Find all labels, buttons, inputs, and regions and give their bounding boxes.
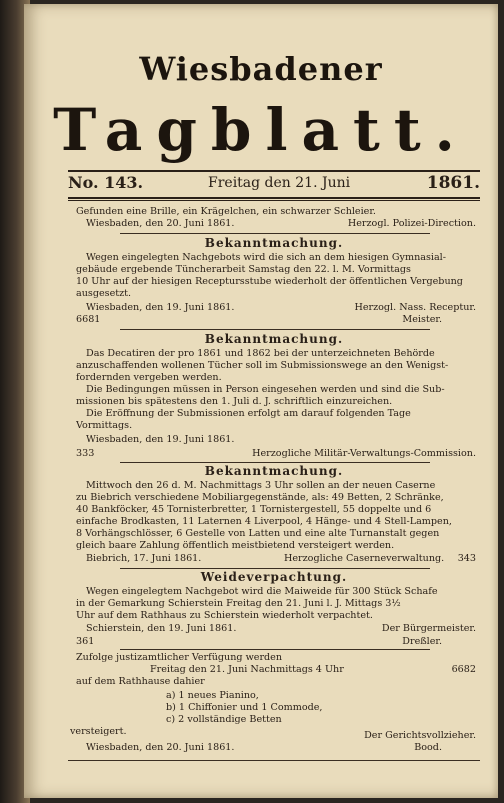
notice1-line: gebäude ergebende Tüncherarbeit Samstag den 22. l. M. Vormittags <box>76 264 411 275</box>
issue-number: No. 143. <box>68 173 144 192</box>
notice5-place: Wiesbaden, den 20. Juni 1861. <box>86 742 235 753</box>
issue-year: 1861. <box>426 173 480 193</box>
separator <box>120 233 430 234</box>
notice2-line: fordernden vergeben werden. <box>76 372 222 383</box>
notice5-signature: Der Gerichtsvollzieher. <box>364 730 476 741</box>
notice1-number: 6681 <box>76 314 101 325</box>
notice5-line: Zufolge justizamtlicher Verfügung werden <box>76 652 283 663</box>
issue-date: Freitag den 21. Juni <box>208 175 351 191</box>
masthead-rule-top <box>68 170 480 172</box>
notice2-number: 333 <box>76 448 95 459</box>
notice1-line: Wegen eingelegten Nachgebots wird die sich an dem hiesigen Gymnasial- <box>86 252 446 263</box>
separator <box>120 649 430 650</box>
notice2-line: Vormittags. <box>76 420 133 431</box>
notice2-place: Wiesbaden, den 19. Juni 1861. <box>86 434 235 445</box>
notice3-line: gleich baare Zahlung öffentlich meistbietend versteigert werden. <box>76 540 395 551</box>
notice5-line: Freitag den 21. Juni Nachmittags 4 Uhr <box>150 664 344 675</box>
notice2-line: Die Eröffnung der Submissionen erfolgt am darauf folgenden Tage <box>86 408 411 419</box>
notice5-line: versteigert. <box>70 726 127 737</box>
notice1-place: Wiesbaden, den 19. Juni 1861. <box>86 302 235 313</box>
notice1-signature-name: Meister. <box>402 314 442 325</box>
notice4-signature-name: Dreßler. <box>402 636 442 647</box>
notice1-signature: Herzogl. Nass. Receptur. <box>354 302 476 313</box>
notice2-line: Das Decatiren der pro 1861 und 1862 bei der unterzeichneten Behörde <box>86 348 435 359</box>
notice5-signature-name: Bood. <box>414 742 442 753</box>
notice4-title: Weideverpachtung. <box>200 570 348 584</box>
separator <box>68 760 480 761</box>
masthead-rule-bottom <box>68 197 480 199</box>
separator <box>120 462 430 463</box>
notice3-line: zu Biebrich verschiedene Mobiliargegenstände, als: 49 Betten, 2 Schränke, <box>76 492 444 503</box>
notice2-line: anzuschaffenden wollenen Tücher soll im Submissionswege an den Wenigst- <box>76 360 449 371</box>
notice5-item: b) 1 Chiffonier und 1 Commode, <box>166 702 323 713</box>
newspaper-page <box>24 4 498 798</box>
separator <box>120 568 430 569</box>
notice1-line: 10 Uhr auf der hiesigen Receptursstube wiederholt der öffentlichen Vergebung <box>76 276 463 287</box>
masthead-title: Tagblatt. <box>53 96 469 164</box>
notice1-line: ausgesetzt. <box>76 288 132 299</box>
notice0-place: Wiesbaden, den 20. Juni 1861. <box>86 218 235 229</box>
separator <box>120 329 430 330</box>
notice3-line: Mittwoch den 26 d. M. Nachmittags 3 Uhr sollen an der neuen Caserne <box>86 480 436 491</box>
notice5-number: 6682 <box>451 664 476 675</box>
notice2-line: missionen bis spätestens den 1. Juli d. J. schriftlich einzureichen. <box>76 396 393 407</box>
notice4-number: 361 <box>76 636 95 647</box>
issue-line <box>68 173 480 195</box>
notice2-line: Die Bedingungen müssen in Person eingesehen werden und sind die Sub- <box>86 384 445 395</box>
notice4-line: in der Gemarkung Schierstein Freitag den 21. Juni l. J. Mittags 3½ <box>76 598 401 609</box>
notice4-line: Uhr auf dem Rathhaus zu Schierstein wiederholt verpachtet. <box>76 610 373 621</box>
notice1-title: Bekanntmachung. <box>204 236 344 250</box>
notice3-signature: Herzogliche Caserneverwaltung. <box>284 553 445 564</box>
masthead-line1: Wiesbadener <box>139 50 383 88</box>
notice3-line: 8 Vorhängschlösser, 6 Gestelle von Latten und eine alte Turnanstalt gegen <box>76 528 440 539</box>
notice3-number: 343 <box>457 553 476 564</box>
notice4-line: Wegen eingelegtem Nachgebot wird die Maiweide für 300 Stück Schafe <box>86 586 438 597</box>
notice2-signature: Herzogliche Militär-Verwaltungs-Commission. <box>252 448 476 459</box>
notice4-place: Schierstein, den 19. Juni 1861. <box>86 623 237 634</box>
notice3-place: Biebrich, 17. Juni 1861. <box>86 553 202 564</box>
lost-found-text: Gefunden eine Brille, ein Krägelchen, ein schwarzer Schleier. <box>76 206 376 217</box>
notice5-line: auf dem Rathhause dahier <box>76 676 205 687</box>
notice2-title: Bekanntmachung. <box>204 332 344 346</box>
notice3-line: 40 Bankföcker, 45 Tornisterbretter, 1 Tornistergestell, 55 doppelte und 6 <box>76 504 432 515</box>
notice0-signature: Herzogl. Polizei-Direction. <box>347 218 476 229</box>
notice3-line: einfache Brodkasten, 11 Laternen 4 Liverpool, 4 Hänge- und 4 Stell-Lampen, <box>76 516 452 527</box>
notice3-title: Bekanntmachung. <box>204 464 344 478</box>
notice5-item: c) 2 vollständige Betten <box>166 714 282 725</box>
notice5-item: a) 1 neues Pianino, <box>166 690 259 701</box>
notice4-signature: Der Bürgermeister. <box>381 623 476 634</box>
masthead-rule-double <box>68 200 480 201</box>
